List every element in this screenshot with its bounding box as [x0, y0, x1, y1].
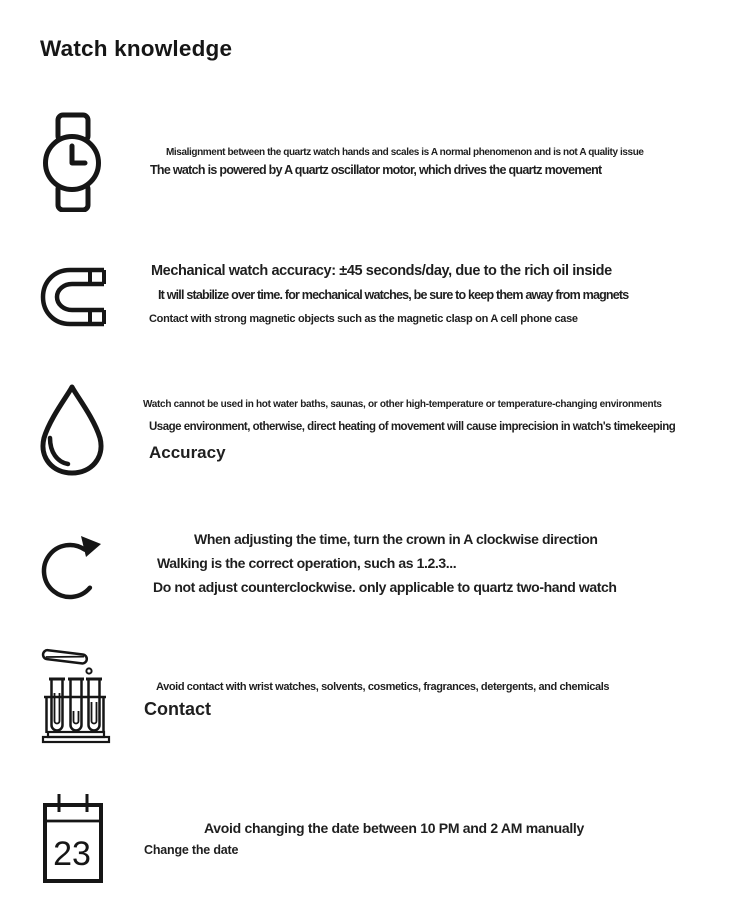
note-line: Do not adjust counterclockwise. only applicable to quartz two-hand watch [153, 579, 617, 595]
wrist-watch-icon [42, 112, 102, 212]
note-line: It will stabilize over time. for mechanical watches, be sure to keep them away from magnets [158, 288, 629, 302]
note-line: Avoid contact with wrist watches, solvents, cosmetics, fragrances, detergents, and chemicals [156, 681, 610, 693]
clockwise-arrow-icon [40, 527, 104, 607]
note-line: When adjusting the time, turn the crown in A clockwise direction [194, 531, 598, 547]
note-line: Contact [144, 699, 211, 719]
note-line: Watch cannot be used in hot water baths, saunas, or other high-temperature or temperature-changing environments [143, 399, 662, 410]
note-line: The watch is powered by A quartz oscillator motor, which drives the quartz movement [150, 163, 602, 177]
page-title: Watch knowledge [40, 36, 233, 61]
water-drop-icon [38, 384, 106, 476]
note-line: Usage environment, otherwise, direct heating of movement will cause imprecision in watch's timekeeping [149, 421, 676, 433]
note-line: Avoid changing the date between 10 PM and 2 AM manually [204, 820, 584, 836]
calendar-icon [42, 792, 104, 884]
note-line: Accuracy [149, 443, 226, 462]
note-line: Mechanical watch accuracy: ±45 seconds/day, due to the rich oil inside [151, 263, 612, 279]
note-line: Change the date [144, 843, 239, 857]
note-line: Walking is the correct operation, such as 1.2.3... [157, 555, 457, 571]
test-tubes-icon [36, 645, 116, 745]
magnet-icon [40, 267, 106, 327]
calendar-day-number: 23 [53, 835, 91, 873]
note-line: Misalignment between the quartz watch hands and scales is A normal phenomenon and is not A quality issue [166, 147, 644, 158]
note-line: Contact with strong magnetic objects such as the magnetic clasp on A cell phone case [149, 313, 578, 325]
